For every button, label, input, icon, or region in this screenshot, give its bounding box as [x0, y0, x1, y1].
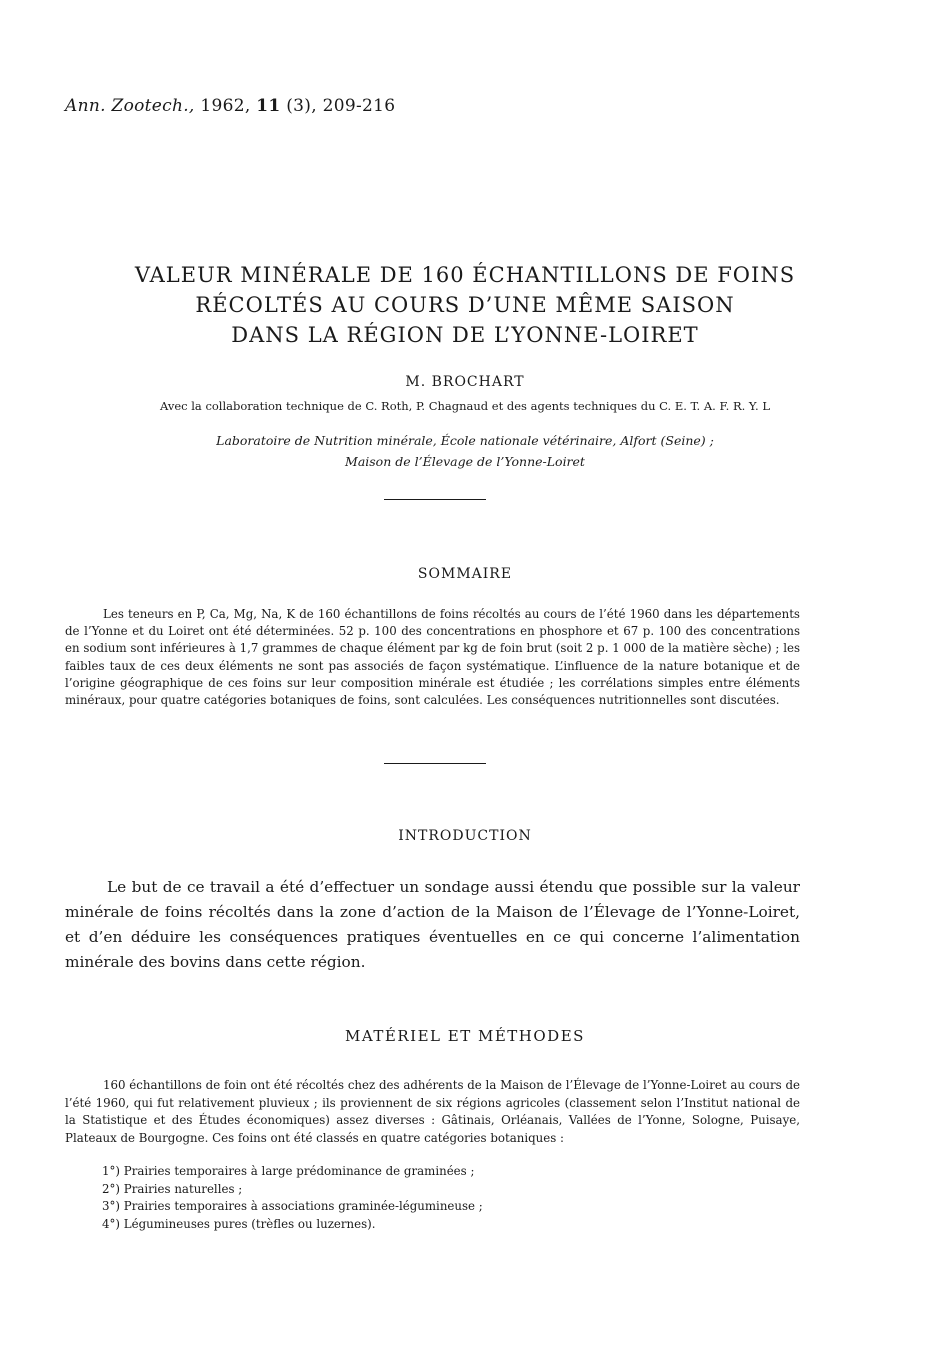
introduction-text: Le but de ce travail a été d’effectuer un sondage aussi étendu que possible sur la valeur minérale de foins récoltés dans la zone d’action de la Maison de l’Élevage de l’Yonne-Loiret, et d’en déduire les conséquences pratiques éventuelles en ce qui concerne l’alimentation minérale des bovins dans cette région. [65, 878, 800, 971]
journal-year: 1962, [200, 96, 251, 116]
author-name: M. BROCHART [405, 374, 525, 390]
list-item: 3°) Prairies temporaires à associations graminée-légumineuse ; [102, 1199, 483, 1213]
journal-issue-pages: (3), 209-216 [286, 96, 396, 116]
section-divider [384, 763, 486, 764]
sommaire-heading: SOMMAIRE [417, 566, 513, 582]
sommaire-text: Les teneurs en P, Ca, Mg, Na, K de 160 échantillons de foins récoltés au cours de l’été 1960 dans les départements de l’Yonne et du Loiret ont été déterminées. 52 p. 100 des concentrations en phosphore et 67 p. 100 des concentrations en sodium sont inférieures à 1,7 grammes de chaque élément par kg de foin brut (soit 2 p. 1 000 de la matière sèche) ; les faibles taux de ces deux éléments ne sont pas associés de façon systématique. L’influence de la nature botanique et de l’origine géographique de ces foins sur leur composition minérale est étudiée ; les corrélations simples entre éléments minéraux, pour quatre catégories botaniques de foins, sont calculées. Les conséquences nutritionnelles sont discutées. [65, 607, 800, 708]
introduction-heading: INTRODUCTION [398, 828, 532, 844]
title-line-2: RÉCOLTÉS AU COURS D’UNE MÊME SAISON [195, 293, 735, 317]
affiliation-line-2: Maison de l’Élevage de l’Yonne-Loiret [345, 454, 585, 469]
list-item: 1°) Prairies temporaires à large prédominance de graminées ; [102, 1164, 475, 1178]
list-item: 2°) Prairies naturelles ; [102, 1181, 243, 1196]
materiel-heading: MATÉRIEL ET MÉTHODES [345, 1027, 585, 1045]
affiliation [0, 430, 930, 472]
title-line-1: VALEUR MINÉRALE DE 160 ÉCHANTILLONS DE FOINS [134, 263, 796, 287]
journal-volume: 11 [256, 96, 281, 116]
section-divider [384, 499, 486, 500]
title-line-3: DANS LA RÉGION DE L’YONNE-LOIRET [231, 323, 699, 347]
category-list [102, 1163, 483, 1233]
materiel-text: 160 échantillons de foin ont été récoltés chez des adhérents de la Maison de l’Élevage de l’Yonne-Loiret au cours de l’été 1960, qui fut relativement pluvieux ; ils proviennent de six régions agricoles (classement selon l’Institut national de la Statistique et des Études économiques) assez diverses : Gâtinais, Orléanais, Vallées de l’Yonne, Sologne, Puisaye, Plateaux de Bourgogne. Ces foins ont été classés en quatre catégories botaniques : [65, 1078, 800, 1145]
collaboration-note: Avec la collaboration technique de C. Roth, P. Chagnaud et des agents techniques du C. E. T. A. F. R. Y. L [160, 399, 770, 413]
journal-name: Ann. Zootech., [65, 96, 195, 116]
article-title [60, 260, 870, 350]
list-item: 4°) Légumineuses pures (trèfles ou luzernes). [102, 1216, 376, 1231]
affiliation-line-1: Laboratoire de Nutrition minérale, École nationale vétérinaire, Alfort (Seine) ; [216, 433, 714, 448]
journal-citation [65, 96, 395, 116]
